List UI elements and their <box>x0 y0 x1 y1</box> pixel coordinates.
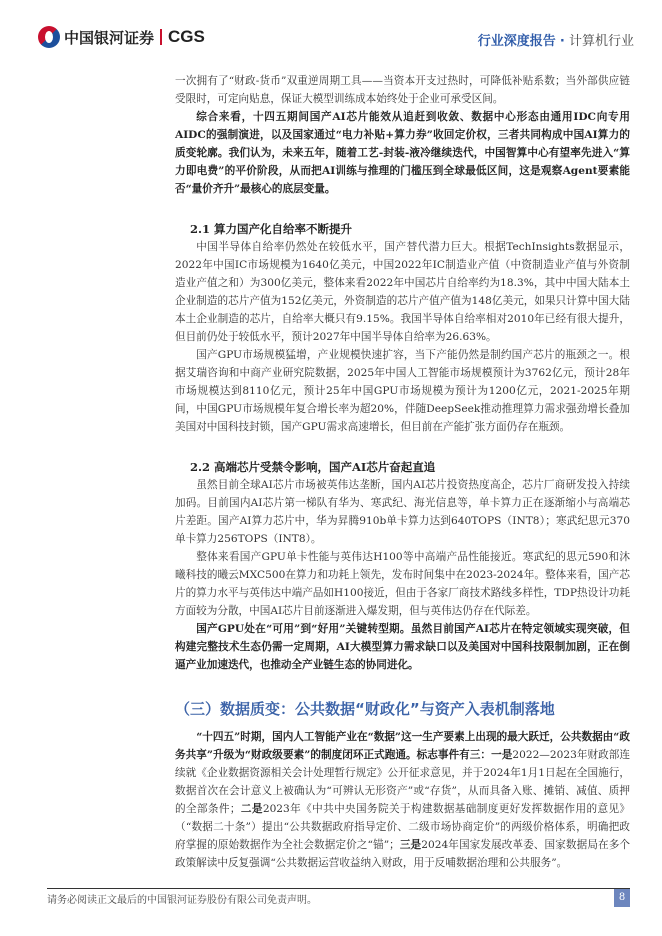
label-one: 一是 <box>491 749 513 761</box>
report-type: 行业深度报告 <box>477 34 556 49</box>
summary-paragraph: 综合来看，十四五期间国产AI芯片能效从追赶到收敛、数据中心形态由通用IDC向专用AIDC的强制演进，以及国家通过“电力补贴+算力券”收回定价权，三者共同构成中国AI算力的质变轮廓。我们认为，未来五年，随着工艺-封装-液冷继续迭代，中国智算中心有望率先进入“算力即电费”的平价阶段，从而把AI训练与推理的门槛压到全球最低区间，这是观察Agent要素能否“量价齐升”最核心的底层变量。 <box>175 111 630 195</box>
logo-chinese-name: 中国银河证券 <box>64 28 155 47</box>
logo-divider <box>160 29 162 45</box>
label-three: 三是 <box>399 839 422 851</box>
report-category <box>478 30 634 49</box>
paragraph: 一次拥有了“财政-货币”双重逆周期工具——当资本开支过热时，可降低补贴系数；当外部供应链受限时，可定向贴息，保证大模型训练成本始终处于企业可承受区间。 <box>175 75 630 105</box>
key-paragraph: 国产GPU处在“可用”到“好用”关键转型期。虽然目前国产AI芯片在特定领域实现突破，但构建完整技术生态仍需一定周期，AI大模型算力需求缺口以及美国对中国科技限制加剧，正在倒逼产业加速迭代，也推动全产业链生态的协同进化。 <box>175 623 630 671</box>
paragraph: 国产GPU市场规模猛增，产业规模快速扩容，当下产能仍然是制约国产芯片的瓶颈之一。根据艾瑞咨询和中商产业研究院数据，2025年中国人工智能市场规模预计为3762亿元，预计28年市场规模达到8110亿元，预计25年中国GPU市场规模为预计为1200亿元，2021-2025年期间，中国GPU市场规模年复合增长率为超20%，伴随DeepSeek推动推理算力需求强劲增长叠加美国对中国科技封锁，国产GPU需求高速增长，但目前在产能扩张方面仍存在瓶颈。 <box>175 349 630 433</box>
logo-icon <box>38 26 60 48</box>
text-three: 2024年国家发展改革委、国家数据局在多个政策解读中反复强调“公共数据运营收益纳入财政，用于反哺数据治理和公共服务”。 <box>175 839 631 869</box>
label-two: 二是 <box>240 803 263 815</box>
footer-divider <box>47 888 630 889</box>
lead-text: “十四五”时期，国内人工智能产业在“数据”这一生产要素上出现的最大跃迁，公共数据由“政务共享”升级为“财政级要素”的制度闭环正式跑通。标志事件有三： <box>175 731 630 761</box>
industry-name: 计算机行业 <box>568 34 634 49</box>
footer-disclaimer: 请务必阅读正文最后的中国银河证券股份有限公司免责声明。 <box>47 895 317 906</box>
paragraph: 整体来看国产GPU单卡性能与英伟达H100等中高端产品性能接近。寒武纪的思元590和沐曦科技的曦云MXC500在算力和功耗上领先，发布时间集中在2023-2024年。整体来看，国产芯片的算力水平与英伟达中端产品如H100接近，但由于各家厂商技术路线多样性，TDP热设计功耗方面较为分散，中国AI芯片目前逐渐进入爆发期，但与英伟达仍存在代际差。 <box>175 551 630 617</box>
paragraph: 中国半导体自给率仍然处在较低水平，国产替代潜力巨大。根据TechInsights数据显示，2022年中国IC市场规模为1640亿美元，中国2022年IC制造业产值（中资制造业产值与外资制造业产值之和）为300亿美元，整体来看2022年中国芯片自给率约为18.3%，其中中国大陆本土企业制造的芯片产值为152亿美元，外资制造的芯片产值产值为148亿美元，如果只计算中国大陆本土企业制造的芯片，自给率大概只有9.15%。我国半导体自给率相对2010年已经有很大提升，但目前仍处于较低水平，预计2027年中国半导体自给率为26.63%。 <box>175 241 630 343</box>
text-two: 2023年《中共中央国务院关于构建数据基础制度更好发挥数据作用的意见》（“数据二十条”）提出“公共数据政府指导定价、二级市场协商定价”的两级价格体系，明确把政府掌握的原始数据作为全社会数据定价之“锚”； <box>175 803 631 851</box>
logo-english-name: CGS <box>168 27 205 46</box>
page-number: 8 <box>614 889 630 907</box>
section-heading-2-2: 2.2 高端芯片受禁令影响，国产AI芯片奋起直追 <box>189 460 436 474</box>
text-one: 2022—2023年财政部连续就《企业数据资源相关会计处理暂行规定》公开征求意见，并于2024年1月1日起在全国施行，数据首次在会计意义上被确认为“可辨认无形资产”或“存货”，从而具备入账、摊销、减值、质押的全部条件； <box>175 749 631 815</box>
section-heading-2-1: 2.1 算力国产化自给率不断提升 <box>189 222 352 236</box>
separator: · <box>559 34 565 49</box>
paragraph: 虽然目前全球AI芯片市场被英伟达垄断，国内AI芯片投资热度高企，芯片厂商研发投入持续加码。目前国内AI芯片第一梯队有华为、寒武纪、海光信息等，单卡算力正在逐渐缩小与高端芯片差距。国产AI算力芯片中，华为昇腾910b单卡算力达到640TOPS（INT8）；寒武纪思元370单卡算力256TOPS（INT8）。 <box>175 479 630 545</box>
main-content <box>175 72 630 872</box>
section-heading-3: （三）数据质变：公共数据“财政化”与资产入表机制落地 <box>175 700 555 718</box>
paragraph <box>175 728 630 872</box>
company-logo <box>38 26 205 48</box>
